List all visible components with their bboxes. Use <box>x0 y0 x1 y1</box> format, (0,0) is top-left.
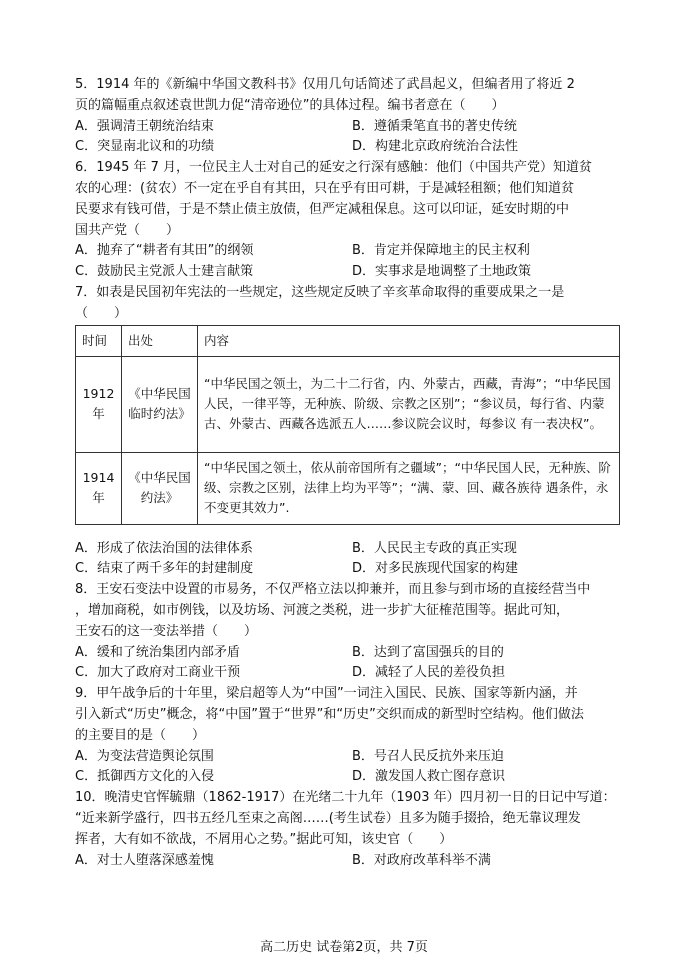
option-a: A．缓和了统治集团内部矛盾 <box>75 644 240 660</box>
question-stem <box>75 283 625 325</box>
options <box>75 643 625 685</box>
question-stem <box>75 684 625 746</box>
stem-line: 页的篇幅重点叙述袁世凯力促“清帝逊位”的具体过程。编书者意在（ ） <box>75 97 505 113</box>
cell-source: 《中华民国约法》 <box>122 452 198 524</box>
stem-line: 引入新式“历史”概念，将“中国”置于“世界”和“历史”交织而成的新型时空结构。他们做法 <box>75 706 584 722</box>
stem-line: 挥者，大有如不欲战，不屑用心之势。”据此可知，该史官（ ） <box>75 831 453 847</box>
stem-line: 5．1914 年的《新编中华国文教科书》仅用几句话简述了武昌起义，但编者用了将近 2 <box>75 77 575 92</box>
option-a: A．形成了依法治国的法律体系 <box>75 540 253 556</box>
question-stem <box>75 75 625 117</box>
stem-line: 的主要目的是（ ） <box>75 727 206 743</box>
cell-year: 1912年 <box>76 356 122 452</box>
question-stem <box>75 158 625 241</box>
question-5 <box>75 75 625 158</box>
option-b: B．人民民主专政的真正实现 <box>352 540 517 556</box>
options <box>75 539 625 581</box>
question-7 <box>75 283 625 580</box>
options <box>75 747 625 789</box>
question-9 <box>75 684 625 788</box>
options <box>75 241 625 283</box>
option-a: A．强调清王朝统治结束 <box>75 118 214 134</box>
question-stem <box>75 580 625 642</box>
option-d: D．实事求是地调整了土地政策 <box>352 264 532 280</box>
stem-line: 国共产党（ ） <box>75 222 180 238</box>
cell-source: 《中华民国临时约法》 <box>122 356 198 452</box>
option-b: B．达到了富国强兵的目的 <box>352 644 504 660</box>
stem-line: 农的心理：(贫农）不一定在乎自有其田，只在乎有田可耕，于是减轻租额；他们知道贫 <box>75 180 575 196</box>
option-b: B．肯定并保障地主的民主权利 <box>352 243 530 259</box>
stem-line: 8．王安石变法中设置的市易务，不仅严格立法以抑兼并，而且参与到市场的直接经营当中 <box>75 582 591 598</box>
header-time: 时间 <box>76 325 122 356</box>
table-row <box>76 452 620 524</box>
option-c: C．鼓励民主党派人士建言献策 <box>75 264 254 280</box>
header-source: 出处 <box>122 325 198 356</box>
stem-line: （ ） <box>75 305 128 321</box>
stem-line: “近来新学盛行，四书五经几至束之高阁……(考生试卷）且多为随手掇拾，绝无靠议理发 <box>75 810 581 826</box>
constitution-table <box>75 325 620 525</box>
exam-content <box>75 75 625 871</box>
option-a: A．抛弃了“耕者有其田”的纲领 <box>75 243 254 259</box>
table-row <box>76 356 620 452</box>
stem-line: 7．如表是民国初年宪法的一些规定，这些规定反映了辛亥革命取得的重要成果之一是 <box>75 284 565 300</box>
options <box>75 117 625 159</box>
stem-line: 9．甲午战争后的十年里，梁启超等人为“中国”一词注入国民、民族、国家等新内涵，并 <box>75 686 578 702</box>
option-d: D．减轻了人民的差役负担 <box>352 665 506 681</box>
option-b: B．对政府改革科举不满 <box>352 852 491 868</box>
stem-line: 民要求有钱可借，于是不禁止债主放债，但严定减租保息。这可以印证，延安时期的中 <box>75 201 570 217</box>
stem-line: 6．1945 年 7 月，一位民主人士对自己的延安之行深有感触：他们（中国共产党）知道贫 <box>75 160 593 176</box>
option-a: A．对士人堕落深感羞愧 <box>75 852 214 868</box>
option-c: C．结束了两千多年的封建制度 <box>75 561 254 577</box>
page-footer: 高二历史 试卷第2页，共 7页 <box>260 940 428 955</box>
option-c: C．抵御西方文化的入侵 <box>75 769 215 785</box>
option-d: D．对多民族现代国家的构建 <box>352 561 519 577</box>
cell-year: 1914年 <box>76 452 122 524</box>
options <box>75 851 625 872</box>
option-d: D．激发国人救亡图存意识 <box>352 769 506 785</box>
option-a: A．为变法营造舆论氛围 <box>75 748 214 764</box>
header-content: 内容 <box>198 325 620 356</box>
cell-content: “中华民国之领土，为二十二行省，内、外蒙古，西藏，青海”；“中华民国人民，一律平等，无种族、阶级、宗教之区别”；“参议员，每行省、内蒙古、外蒙古、西藏各选派五人……参议院会议时，每参议 有一表决权”。 <box>198 356 620 452</box>
cell-content: “中华民国之领土，依从前帝国所有之疆域”；“中华民国人民，无种族、阶级、宗教之区别，法律上均为平等”；“满、蒙、回、藏各族待 遇条件，永不变更其效力”. <box>198 452 620 524</box>
option-c: C．加大了政府对工商业干预 <box>75 665 241 681</box>
option-c: C．突显南北议和的功绩 <box>75 139 215 155</box>
option-b: B．遵循秉笔直书的著史传统 <box>352 118 517 134</box>
stem-line: 10．晚清史官恽毓鼎（1862-1917）在光绪二十九年（1903 年）四月初一日的日记中写道： <box>75 790 616 806</box>
table-header-row <box>76 325 620 356</box>
stem-line: ，增加商税，如市例钱，以及坊场、河渡之类税，进一步扩大征榷范围等。据此可知， <box>75 602 570 618</box>
option-d: D．构建北京政府统治合法性 <box>352 139 519 155</box>
option-b: B．号召人民反抗外来压迫 <box>352 748 504 764</box>
question-6 <box>75 158 625 283</box>
stem-line: 王安石的这一变法举措（ ） <box>75 623 258 639</box>
question-stem <box>75 788 625 850</box>
question-8 <box>75 580 625 684</box>
question-10 <box>75 788 625 871</box>
